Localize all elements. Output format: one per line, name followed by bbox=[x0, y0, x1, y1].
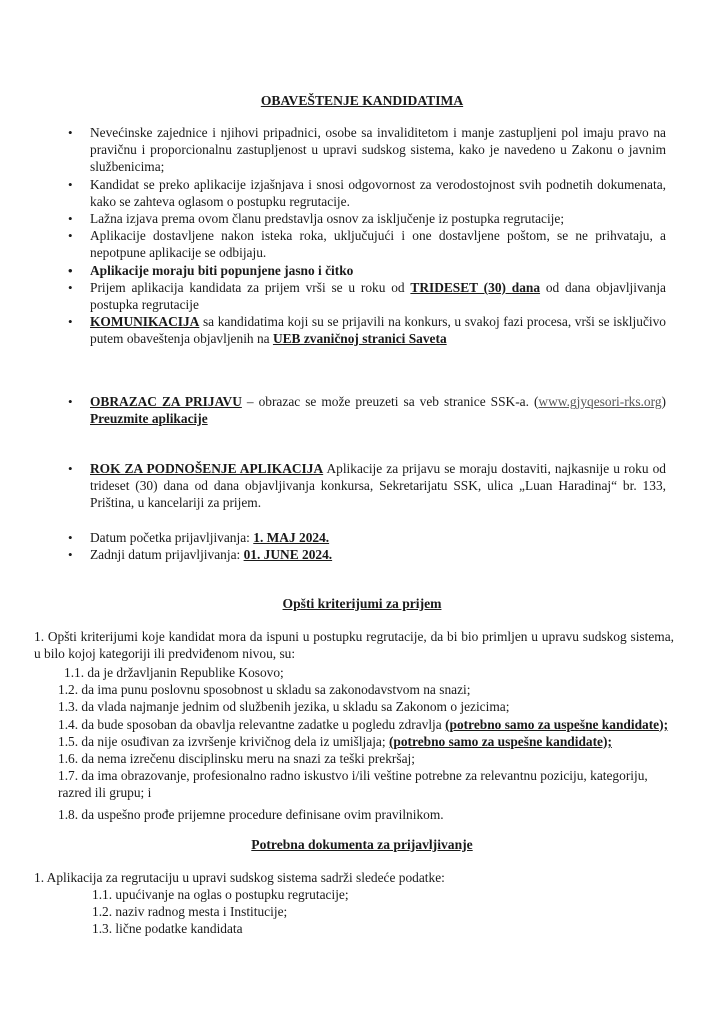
list-item: 1.1. da je državljanin Republike Kosovo; bbox=[64, 665, 284, 680]
list-item bbox=[58, 716, 678, 733]
form-text: – obrazac se može preuzeti sa veb stranice SSK-a. ( bbox=[241, 394, 539, 409]
criterion-note: (potrebno samo za uspešne kandidate); bbox=[445, 716, 669, 732]
deadline-item bbox=[68, 279, 666, 313]
documents-intro: 1. Aplikacija za regrutaciju u upravi sudskog sistema sadrži sledeće podatke: bbox=[34, 870, 445, 885]
criteria-list bbox=[58, 664, 678, 823]
criterion-note: (potrebno samo za uspešne kandidate); bbox=[388, 733, 612, 749]
submission-item bbox=[68, 460, 666, 512]
list-item: • Kandidat se preko aplikacije izjašnjava i snosi odgovornost za verodostojnost svih podnetih dokumenata, kako se zahteva oglasom o postupku regrutacije. bbox=[68, 176, 666, 210]
download-link[interactable]: Preuzmite aplikacije bbox=[90, 411, 208, 427]
list-item: 1.8. da uspešno prođe prijemne procedure definisane ovim pravilnikom. bbox=[58, 806, 444, 822]
submission-text: Aplikacije za prijavu se moraju dostaviti, najkasnije u roku od trideset (30) dana od dana objavljivanja konkursa, Sekretarijatu SSK, ulica „Luan Haradinaj“ br. 133, Priština, u kancelariji za prijem. bbox=[90, 461, 666, 511]
list-item: 1.3. lične podatke kandidata bbox=[92, 921, 243, 937]
list-item: 1.1. upućivanje na oglas o postupku regrutacije; bbox=[92, 887, 349, 902]
deadline-text-end: od dana objavljivanja postupka regrutacije bbox=[90, 279, 666, 313]
list-item: • Lažna izjava prema ovom članu predstavlja osnov za isključenje iz postupka regrutacije; bbox=[68, 210, 666, 227]
list-item: 1.3. da vlada najmanje jednim od službenih jezika, u skladu sa Zakonom o jezicima; bbox=[58, 699, 510, 715]
list-item: 1.6. da nema izrečenu disciplinsku meru na snazi za teški prekršaj; bbox=[58, 751, 415, 767]
form-paren: ) bbox=[661, 394, 666, 409]
list-item: 1.2. da ima punu poslovnu sposobnost u skladu sa zakonodavstvom na snazi; bbox=[58, 682, 471, 698]
criterion-text: 1.4. da bude sposoban da obavlja relevantne zadatke u pogledu zdravlja bbox=[58, 716, 446, 732]
legible-notice: • Aplikacije moraju biti popunjene jasno i čitko bbox=[68, 262, 666, 279]
start-date-item bbox=[68, 529, 666, 546]
communication-site[interactable]: UEB zvaničnoj stranici Saveta bbox=[272, 331, 447, 347]
notice-list bbox=[68, 124, 666, 348]
list-item: 1.7. da ima obrazovanje, profesionalno radno iskustvo i/ili veštine potrebne za relevantnu poziciju, kategoriju, razred ili grupu; i bbox=[58, 768, 648, 801]
end-date-label: Zadnji datum prijavljivanja: bbox=[90, 547, 244, 563]
communication-item bbox=[68, 313, 666, 347]
communication-label: KOMUNIKACIJA bbox=[90, 314, 200, 330]
list-item: • Nevećinske zajednice i njihovi pripadnici, osobe sa invaliditetom i manje zastupljeni pol imaju pravo na pravičnu i proporcionalnu zastupljenost u upravi sudskog sistema, kako je navedeno u Zakonu o javnim službenicima; bbox=[68, 124, 666, 176]
deadline-text: Prijem aplikacija kandidata za prijem vrši se u roku od bbox=[90, 279, 411, 295]
form-list bbox=[68, 393, 666, 427]
submission-list bbox=[68, 460, 666, 512]
end-date-value: 01. JUNE 2024. bbox=[243, 547, 333, 563]
criteria-heading: Opšti kriterijumi za prijem bbox=[282, 596, 442, 611]
start-date-label: Datum početka prijavljivanja: bbox=[90, 530, 254, 545]
deadline-days: TRIDESET (30) dana bbox=[410, 279, 541, 295]
page-title: OBAVEŠTENJE KANDIDATIMA bbox=[260, 93, 464, 108]
documents-list bbox=[92, 886, 652, 938]
list-item: 1.2. naziv radnog mesta i Institucije; bbox=[92, 904, 288, 920]
start-date-value: 1. MAJ 2024. bbox=[253, 530, 330, 545]
form-item bbox=[68, 393, 666, 427]
submission-label: ROK ZA PODNOŠENJE APLIKACIJA bbox=[90, 461, 324, 476]
criteria-intro: 1. Opšti kriterijumi koje kandidat mora da ispuni u postupku regrutacije, da bi bio primljen u upravu sudskog sistema, u bilo kojoj kategoriji ili predviđenom nivou, su: bbox=[34, 629, 674, 662]
criterion-text: 1.5. da nije osuđivan za izvršenje krivičnog dela iz umišljaja; bbox=[58, 733, 389, 749]
communication-text: sa kandidatima koji su se prijavili na konkurs, u svakoj fazi procesa, vrši se isključivo putem obaveštenja objavljenih na bbox=[90, 314, 666, 347]
dates-list bbox=[68, 529, 666, 563]
list-item bbox=[58, 733, 678, 750]
list-item: • Aplikacije dostavljene nakon isteka roka, uključujući i one dostavljene poštom, se ne prihvataju, a nepotpune aplikacije se odbijaju. bbox=[68, 227, 666, 261]
form-label: OBRAZAC ZA PRIJAVU bbox=[90, 394, 242, 409]
documents-heading: Potrebna dokumenta za prijavljivanje bbox=[251, 837, 473, 852]
end-date-item bbox=[68, 546, 666, 563]
website-link[interactable]: www.gjyqesori-rks.org bbox=[538, 394, 662, 409]
